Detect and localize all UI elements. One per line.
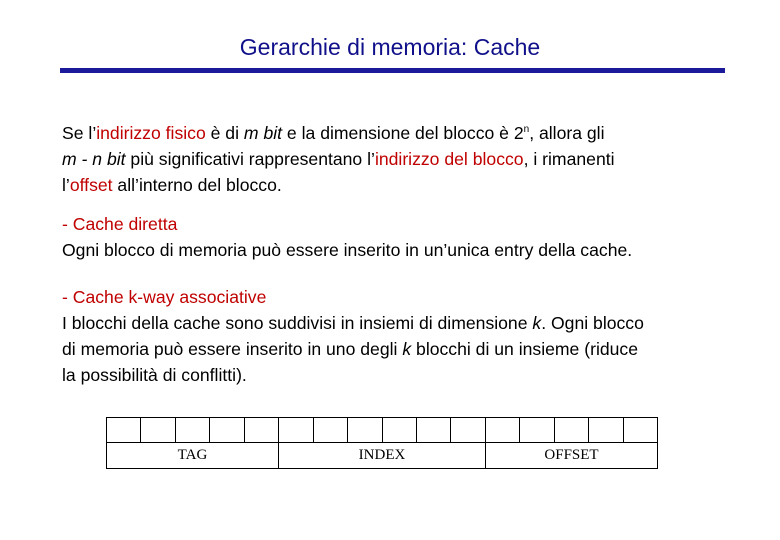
- text: di memoria può essere inserito in uno degli: [62, 339, 403, 359]
- slide-title: Gerarchie di memoria: Cache: [239, 34, 541, 60]
- text: I blocchi della cache sono suddivisi in insiemi di dimensione: [62, 313, 533, 333]
- exponent-n: n: [523, 124, 530, 135]
- bit-cell: [348, 418, 382, 442]
- direct-cache-body: Ogni blocco di memoria può essere inserito in un’unica entry della cache.: [62, 240, 633, 260]
- k-var: k: [402, 339, 412, 359]
- text: , i rimanenti: [523, 148, 615, 169]
- bit-cell: [417, 418, 451, 442]
- bit-cell: [451, 418, 485, 442]
- bit-cell: [520, 418, 554, 442]
- kway-cache-section: [62, 284, 752, 388]
- bit-cell: [245, 418, 279, 442]
- highlight-physical-address: indirizzo fisico: [96, 122, 206, 143]
- text: all’interno del blocco.: [112, 174, 282, 195]
- offset-field: OFFSET: [544, 447, 599, 463]
- text: la possibilità di conflitti).: [62, 365, 247, 385]
- direct-cache-section: [62, 211, 752, 263]
- text: l’: [62, 174, 70, 195]
- text: e la dimensione del blocco è 2: [282, 122, 524, 143]
- title-underline: [60, 68, 725, 73]
- bit-cells-row: [106, 417, 658, 443]
- text: . Ogni blocco: [541, 313, 644, 333]
- index-field: INDEX: [279, 443, 486, 468]
- text: più significativi rappresentano l’: [125, 148, 375, 169]
- address-fields-row: [106, 442, 658, 469]
- bit-cell: [555, 418, 589, 442]
- bit-cell: [141, 418, 175, 442]
- m-n-bit: m - n bit: [62, 148, 126, 169]
- text: , allora gli: [529, 122, 605, 143]
- bit-cell: [314, 418, 348, 442]
- bit-cell: [486, 418, 520, 442]
- direct-cache-heading: - Cache diretta: [62, 214, 178, 234]
- m-bit: m bit: [243, 122, 283, 143]
- highlight-offset: offset: [69, 174, 113, 195]
- bit-cell: [107, 418, 141, 442]
- text: è di: [205, 122, 244, 143]
- bit-cell: [589, 418, 623, 442]
- kway-cache-heading: - Cache k-way associative: [62, 287, 267, 307]
- bit-cell: [383, 418, 417, 442]
- tag-field: TAG: [107, 443, 279, 468]
- highlight-block-address: indirizzo del blocco: [374, 148, 524, 169]
- bit-cell: [210, 418, 244, 442]
- text: blocchi di un insieme (riduce: [411, 339, 639, 359]
- address-diagram: [106, 417, 658, 469]
- bit-cell: [279, 418, 313, 442]
- k-var: k: [532, 313, 542, 333]
- text: Se l’: [62, 122, 97, 143]
- bit-cell: [624, 418, 657, 442]
- intro-paragraph: [62, 117, 742, 198]
- bit-cell: [176, 418, 210, 442]
